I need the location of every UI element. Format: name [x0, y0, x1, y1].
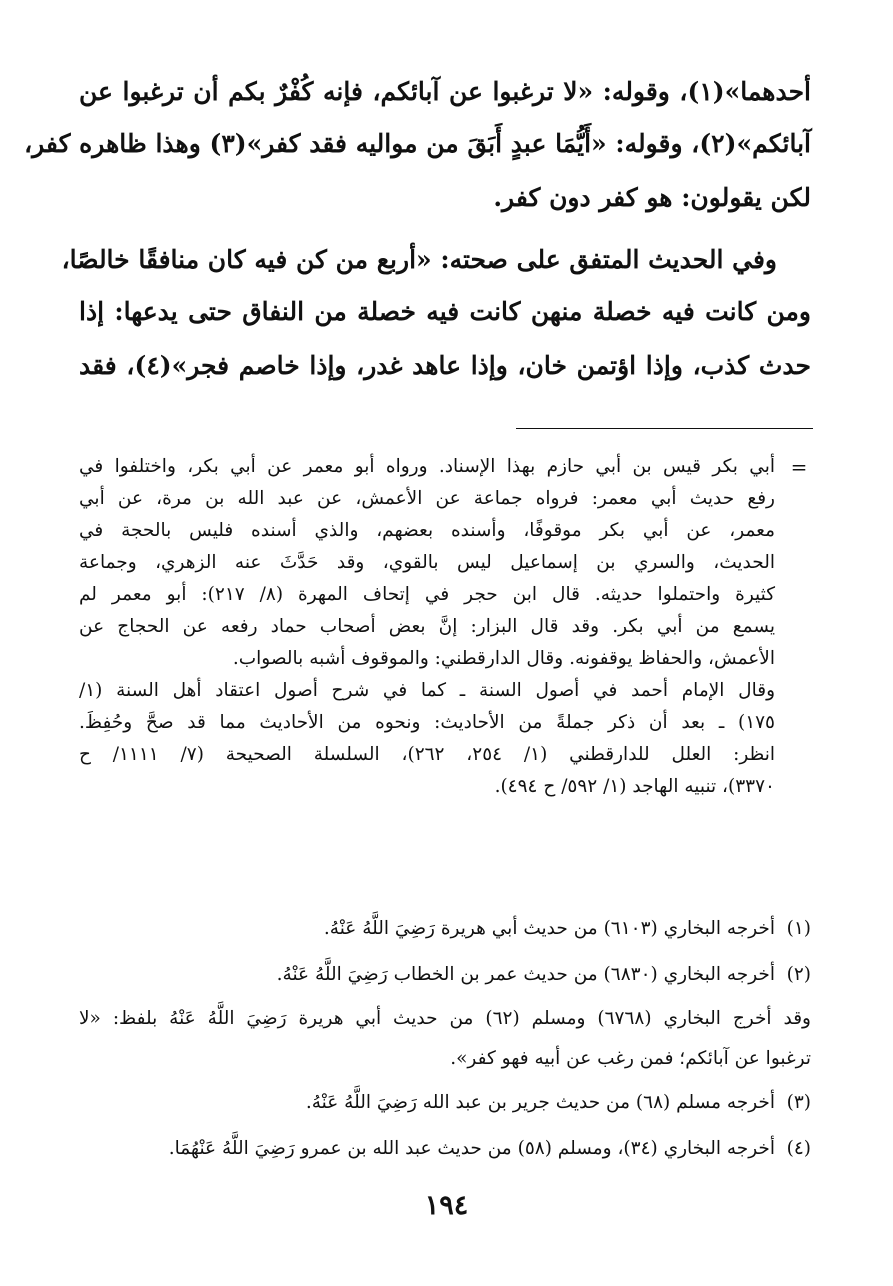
footnote-continuation-line: معمر، عن أبي بكر موقوفًا، وأسنده بعضهم، والذي أسنده فليس بالحجة في	[79, 520, 775, 541]
footnote-continuation-line: أبي بكر قيس بن أبي حازم بهذا الإسناد. ورواه أبو معمر عن أبي بكر، واختلفوا في	[79, 456, 775, 477]
footnote-continuation-line: الحديث، والسري بن إسماعيل ليس بالقوي، وقد حَدَّثَ عنه الزهري، وجماعة	[79, 552, 775, 573]
footnote-marker: (٢)	[786, 964, 811, 985]
footnote-line: وقد أخرج البخاري (٦٧٦٨) ومسلم (٦٢) من حديث أبي هريرة رَضِيَ اللَّهُ عَنْهُ بلفظ: «لا	[79, 1008, 811, 1029]
footnote-continuation-line: انظر: العلل للدارقطني (١/ ٢٥٤، ٢٦٢)، السلسلة الصحيحة (٧/ ١١١١/ ح	[79, 744, 776, 765]
footnote-continuation-line: وقال الإمام أحمد في أصول السنة ـ كما في شرح أصول اعتقاد أهل السنة (١/	[79, 680, 775, 701]
footnote-continuation-line: ٣٣٧٠)، تنبيه الهاجد (١/ ٥٩٢/ ح ٤٩٤).	[494, 776, 775, 797]
main-text-line: آبائكم»(٢)، وقوله: «أَيُّمَا عبدٍ أَبَقَ من مواليه فقد كفر»(٣) وهذا ظاهره كفر،	[24, 129, 811, 158]
footnote-marker: (٣)	[786, 1092, 811, 1113]
footnote-line: أخرجه البخاري (٦٨٣٠) من حديث عمر بن الخطاب رَضِيَ اللَّهُ عَنْهُ.	[276, 964, 775, 985]
footnote-continuation-line: يسمع من أبي بكر. وقد قال البزار: إنَّ بعض أصحاب حماد رفعه عن الحجاج عن	[79, 616, 775, 637]
footnote-line: أخرجه البخاري (٦١٠٣) من حديث أبي هريرة رَضِيَ اللَّهُ عَنْهُ.	[323, 918, 775, 939]
main-text-line: ومن كانت فيه خصلة منهن كانت فيه خصلة من النفاق حتى يدعها: إذا	[79, 297, 811, 326]
footnote-continuation-line: الأعمش، والحفاظ يوقفونه. وقال الدارقطني: والموقوف أشبه بالصواب.	[232, 648, 775, 669]
footnote-continuation-line: رفع حديث أبي معمر: فرواه جماعة عن الأعمش، عن عبد الله بن مرة، عن أبي	[79, 488, 775, 509]
footnote-marker: (٤)	[786, 1138, 811, 1159]
footnote-line: أخرجه البخاري (٣٤)، ومسلم (٥٨) من حديث عبد الله بن عمرو رَضِيَ اللَّهُ عَنْهُمَا.	[168, 1138, 775, 1159]
main-text-line: لكن يقولون: هو كفر دون كفر.	[493, 183, 811, 212]
footnote-continuation-line: كثيرة واحتملوا حديثه. قال ابن حجر في إتحاف المهرة (٨/ ٢١٧): أبو معمر لم	[79, 584, 775, 605]
footnote-continuation-line: ١٧٥) ـ بعد أن ذكر جملةً من الأحاديث: ونحوه من الأحاديث مما قد صحَّ وحُفِظَ.	[79, 712, 775, 733]
main-text-line: أحدهما»(١)، وقوله: «لا ترغبوا عن آبائكم، فإنه كُفْرٌ بكم أن ترغبوا عن	[79, 77, 811, 106]
footnote-line: ترغبوا عن آبائكم؛ فمن رغب عن أبيه فهو كفر».	[450, 1048, 811, 1069]
footnote-separator	[516, 428, 813, 429]
main-text-line: حدث كذب، وإذا اؤتمن خان، وإذا عاهد غدر، وإذا خاصم فجر»(٤)، فقد	[79, 351, 812, 380]
footnote-marker: (١)	[786, 918, 811, 939]
footnote-line: أخرجه مسلم (٦٨) من حديث جرير بن عبد الله رَضِيَ اللَّهُ عَنْهُ.	[305, 1092, 775, 1113]
continuation-marker: =	[790, 455, 808, 479]
page-number: ١٩٤	[424, 1190, 469, 1221]
main-text-line: وفي الحديث المتفق على صحته: «أربع من كن فيه كان منافقًا خالصًا،	[61, 245, 777, 274]
